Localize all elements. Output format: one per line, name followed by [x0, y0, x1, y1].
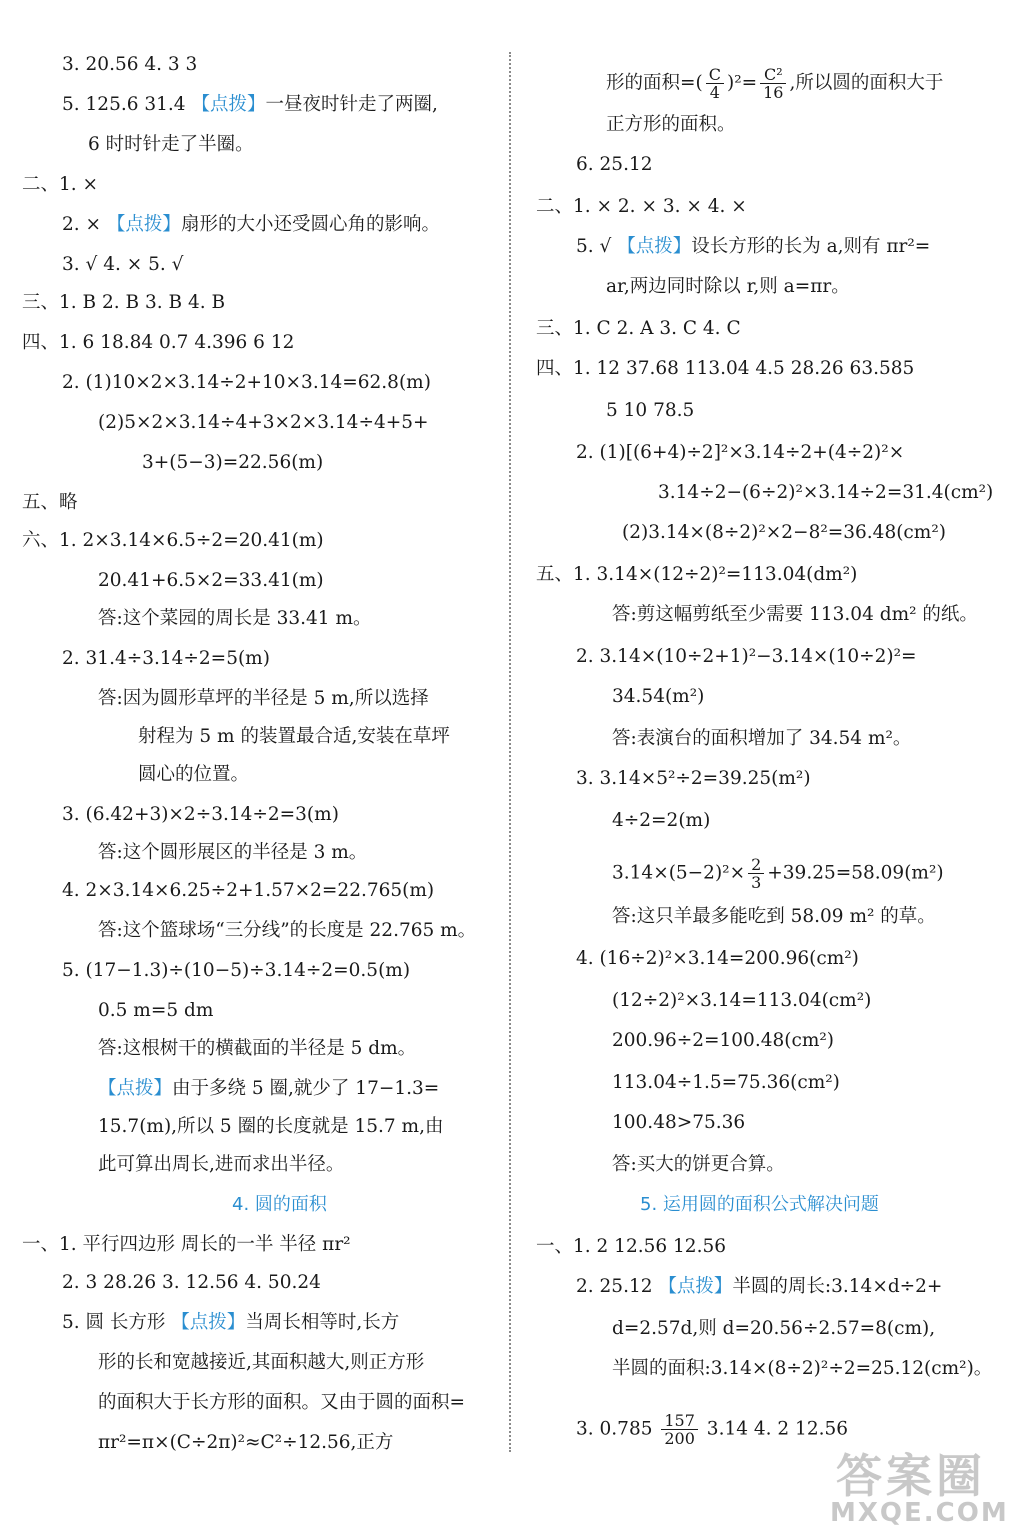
answer-text: πr²=π×(C÷2π)²≈C²÷12.56,正方	[98, 1432, 394, 1453]
answer-text: ar,两边同时除以 r,则 a=πr。	[606, 276, 850, 297]
answer-text: 四、1. 6 18.84 0.7 4.396 6 12	[22, 332, 295, 353]
answer-line	[62, 646, 270, 674]
answer-line	[606, 398, 694, 426]
answer-line	[98, 1390, 465, 1418]
answer-text: 形的长和宽越接近,其面积越大,则正方形	[98, 1352, 425, 1373]
answer-line	[536, 356, 914, 384]
answer-text: 2. (1)[(6+4)÷2]²×3.14÷2+(4÷2)²×	[576, 442, 905, 463]
answer-text: 四、1. 12 37.68 113.04 4.5 28.26 63.585	[536, 358, 915, 379]
answer-line	[576, 1274, 942, 1302]
answer-text: (12÷2)²×3.14=113.04(cm²)	[612, 990, 872, 1011]
answer-line	[98, 606, 372, 634]
answer-line	[98, 998, 213, 1026]
fraction-denominator: 200	[664, 1429, 695, 1448]
answer-text: 2. ×	[62, 214, 107, 235]
answer-line	[142, 450, 323, 478]
answer-text: 一昼夜时针走了两圈,	[265, 94, 438, 115]
answer-line	[612, 602, 978, 630]
answer-text: 扇形的大小还受圆心角的影响。	[180, 214, 440, 235]
answer-line	[62, 802, 339, 830]
answer-text: 答:表演台的面积增加了 34.54 m²。	[612, 728, 912, 749]
answer-line	[62, 92, 438, 120]
answer-text: 答:这根树干的横截面的半径是 5 dm。	[98, 1038, 417, 1059]
answer-text: ,所以圆的面积大于	[789, 72, 944, 94]
fraction	[748, 856, 764, 891]
fraction-denominator: 16	[763, 83, 784, 102]
answer-line	[536, 562, 857, 590]
answer-line	[22, 290, 225, 318]
answer-line	[98, 1430, 393, 1458]
answer-line	[62, 370, 431, 398]
answer-line	[98, 1076, 439, 1104]
answer-text: 20.41+6.5×2=33.41(m)	[98, 570, 324, 591]
answer-line	[612, 684, 704, 712]
answer-text: 六、1. 2×3.14×6.5÷2=20.41(m)	[22, 530, 324, 551]
answer-line	[62, 1310, 399, 1338]
answer-text: 此可算出周长,进而求出半径。	[98, 1154, 345, 1175]
answer-text: 200.96÷2=100.48(cm²)	[612, 1030, 834, 1051]
fraction-denominator: 4	[709, 83, 720, 102]
answer-line	[612, 1110, 745, 1138]
answer-text: 3. (6.42+3)×2÷3.14÷2=3(m)	[62, 804, 339, 825]
answer-text: 二、1. × 2. × 3. × 4. ×	[536, 196, 747, 217]
fraction-numerator: 157	[661, 1412, 698, 1430]
answer-line	[576, 946, 859, 974]
fraction-numerator: C²	[760, 66, 786, 84]
answer-text: 0.5 m=5 dm	[98, 1000, 214, 1021]
answer-text: 的面积大于长方形的面积。又由于圆的面积=	[98, 1392, 466, 1413]
answer-line	[98, 1114, 443, 1142]
hint-tag: 【点拨】	[171, 1312, 246, 1333]
answer-text: 答:这个圆形展区的半径是 3 m。	[98, 842, 368, 863]
answer-line	[98, 1350, 424, 1378]
section-title-circle-area: 4. 圆的面积	[232, 1194, 327, 1215]
answer-line	[536, 316, 741, 344]
answer-line	[98, 840, 367, 868]
answer-line	[62, 212, 440, 240]
answer-line	[62, 52, 197, 80]
answer-text: 3.14×(5−2)²×	[612, 862, 746, 884]
answer-text: 一、1. 2 12.56 12.56	[536, 1236, 726, 1257]
answer-line	[622, 520, 946, 548]
answer-line	[576, 766, 811, 794]
answer-text: 34.54(m²)	[612, 686, 705, 707]
answer-text: 2. 31.4÷3.14÷2=5(m)	[62, 648, 270, 669]
fraction-numerator: C	[706, 66, 724, 84]
watermark-logo	[824, 1440, 1014, 1532]
hint-tag: 【点拨】	[106, 214, 181, 235]
answer-line	[62, 958, 410, 986]
answer-line	[62, 1270, 321, 1298]
answer-text: )²=	[726, 72, 758, 94]
answer-text: 2. 3.14×(10÷2+1)²−3.14×(10÷2)²=	[576, 646, 917, 667]
answer-text: 答:剪这幅剪纸至少需要 113.04 dm² 的纸。	[612, 604, 978, 625]
answer-line	[536, 1234, 726, 1262]
fraction	[706, 66, 724, 101]
answer-line	[576, 152, 653, 180]
answer-line	[612, 808, 710, 836]
answer-line	[22, 490, 78, 518]
answer-line	[612, 1070, 840, 1098]
answer-line	[576, 644, 917, 672]
answer-line	[98, 568, 324, 596]
answer-text: 形的面积=(	[606, 72, 703, 94]
answer-text: 答:因为圆形草坪的半径是 5 m,所以选择	[98, 688, 429, 709]
answer-text: 3. √ 4. × 5. √	[62, 254, 184, 275]
fraction	[760, 66, 786, 101]
hint-tag: 【点拨】	[191, 94, 266, 115]
fraction	[661, 1412, 698, 1447]
answer-text: 4. (16÷2)²×3.14=200.96(cm²)	[576, 948, 859, 969]
answer-text: 3.14 4. 2 12.56	[700, 1418, 849, 1440]
answer-line	[62, 878, 434, 906]
answer-text: 100.48>75.36	[612, 1112, 746, 1133]
answer-text: 5. (17−1.3)÷(10−5)÷3.14÷2=0.5(m)	[62, 960, 411, 981]
answer-line	[612, 988, 871, 1016]
answer-line	[612, 1152, 785, 1180]
answer-text: 113.04÷1.5=75.36(cm²)	[612, 1072, 840, 1093]
answer-line	[22, 172, 98, 200]
fraction-denominator: 3	[751, 873, 762, 892]
answer-line	[576, 440, 904, 468]
answer-line	[98, 410, 429, 438]
answer-line	[98, 918, 476, 946]
answer-text: 4÷2=2(m)	[612, 810, 711, 831]
answer-line	[138, 762, 249, 790]
answer-text: 2. 3 28.26 3. 12.56 4. 50.24	[62, 1272, 321, 1293]
answer-text: 由于多绕 5 圈,就少了 17−1.3=	[172, 1078, 440, 1099]
answer-text: 半圆的面积:3.14×(8÷2)²÷2=25.12(cm²)。	[612, 1358, 993, 1379]
watermark-url: MXQE.COM	[830, 1498, 1009, 1528]
answer-line	[612, 1316, 935, 1344]
hint-tag: 【点拨】	[98, 1078, 173, 1099]
answer-text: 三、1. C 2. A 3. C 4. C	[536, 318, 741, 339]
answer-text: 五、1. 3.14×(12÷2)²=113.04(dm²)	[536, 564, 858, 585]
answer-line	[612, 1028, 834, 1056]
answer-line	[612, 726, 911, 754]
answer-line	[22, 1232, 351, 1260]
hint-tag: 【点拨】	[658, 1276, 733, 1297]
answer-text: 4. 2×3.14×6.25÷2+1.57×2=22.765(m)	[62, 880, 435, 901]
answer-line	[88, 132, 254, 160]
answer-text: (2)5×2×3.14÷4+3×2×3.14÷4+5+	[98, 412, 429, 433]
answer-text: 3. 20.56 4. 3 3	[62, 54, 198, 75]
answer-line	[536, 194, 747, 222]
answer-line	[612, 855, 944, 892]
answer-text: 6. 25.12	[576, 154, 653, 175]
answer-text: 6 时时针走了半圈。	[88, 134, 254, 155]
answer-text: 2. (1)10×2×3.14÷2+10×3.14=62.8(m)	[62, 372, 431, 393]
answer-text: 半圆的周长:3.14×d÷2+	[732, 1276, 943, 1297]
answer-text: 二、1. ×	[22, 174, 99, 195]
answer-text: 五、略	[22, 492, 78, 513]
answer-text: 5 10 78.5	[606, 400, 695, 421]
answer-text: (2)3.14×(8÷2)²×2−8²=36.48(cm²)	[622, 522, 946, 543]
answer-line	[612, 1356, 992, 1384]
answer-text: 圆心的位置。	[138, 764, 250, 785]
answer-text: 射程为 5 m 的装置最合适,安装在草坪	[138, 726, 450, 747]
answer-text: 15.7(m),所以 5 圈的长度就是 15.7 m,由	[98, 1116, 444, 1137]
answer-line	[606, 112, 736, 140]
answer-text: 2. 25.12	[576, 1276, 659, 1297]
answer-text: 3. 0.785	[576, 1418, 659, 1440]
answer-text: 3+(5−3)=22.56(m)	[142, 452, 324, 473]
answer-line	[22, 330, 294, 358]
answer-text: 答:这个篮球场“三分线”的长度是 22.765 m。	[98, 920, 477, 941]
answer-text: 答:买大的饼更合算。	[612, 1154, 785, 1175]
answer-line	[138, 724, 450, 752]
section-title-area-formula-problems: 5. 运用圆的面积公式解决问题	[640, 1194, 879, 1215]
answer-text: 当周长相等时,长方	[245, 1312, 400, 1333]
answer-text: 3. 3.14×5²÷2=39.25(m²)	[576, 768, 811, 789]
answer-text: 三、1. B 2. B 3. B 4. B	[22, 292, 226, 313]
answer-line	[606, 274, 850, 302]
answer-line	[22, 528, 324, 556]
answer-text: 3.14÷2−(6÷2)²×3.14÷2=31.4(cm²)	[658, 482, 994, 503]
answer-line	[658, 480, 993, 508]
answer-line	[98, 1036, 416, 1064]
watermark-text: 答案圈	[836, 1449, 986, 1503]
answer-text: +39.25=58.09(m²)	[767, 862, 944, 884]
answer-text: d=2.57d,则 d=20.56÷2.57=8(cm),	[612, 1318, 936, 1339]
answer-line	[576, 1411, 849, 1448]
answer-text: 答:这个菜园的周长是 33.41 m。	[98, 608, 372, 629]
column-divider	[509, 52, 511, 1452]
answer-line	[98, 686, 429, 714]
answer-line	[612, 904, 936, 932]
hint-tag: 【点拨】	[617, 236, 692, 257]
answer-line	[606, 65, 944, 102]
answer-text: 答:这只羊最多能吃到 58.09 m² 的草。	[612, 906, 936, 927]
fraction-numerator: 2	[748, 856, 764, 874]
answer-line	[576, 234, 930, 262]
answer-text: 正方形的面积。	[606, 114, 736, 135]
answer-text: 5. √	[576, 236, 618, 257]
answer-text: 5. 圆 长方形	[62, 1312, 172, 1333]
answer-text: 一、1. 平行四边形 周长的一半 半径 πr²	[22, 1234, 351, 1255]
answer-text: 5. 125.6 31.4	[62, 94, 192, 115]
answer-line	[98, 1152, 344, 1180]
answer-line	[62, 252, 183, 280]
answer-text: 设长方形的长为 a,则有 πr²=	[691, 236, 931, 257]
